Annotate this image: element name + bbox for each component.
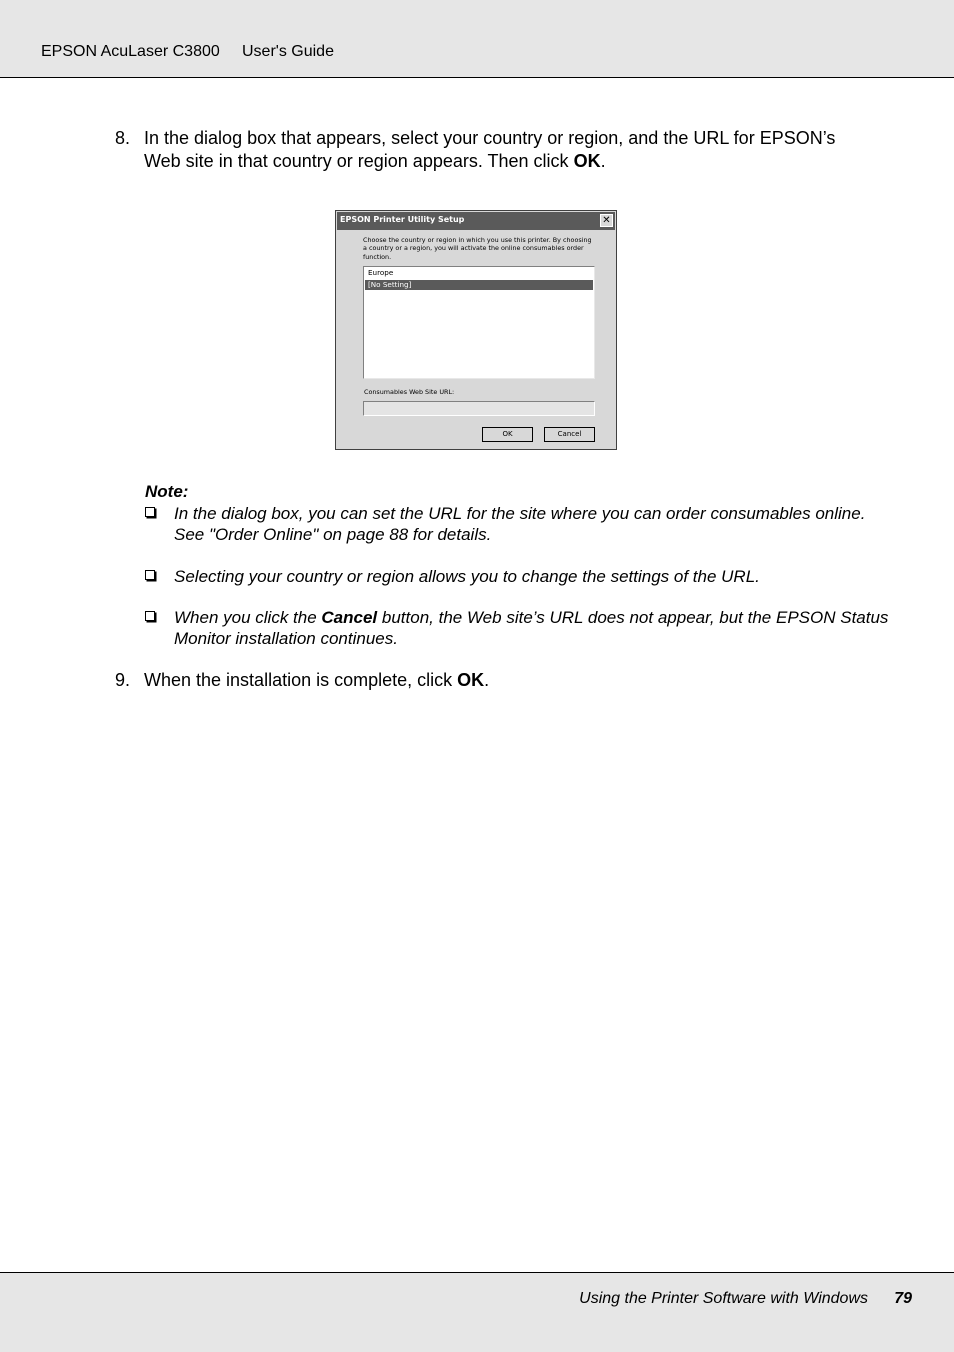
close-icon[interactable]: ✕ <box>600 214 613 227</box>
printer-utility-setup-dialog <box>335 210 617 450</box>
ok-button[interactable]: OK <box>482 427 533 442</box>
step-text <box>144 669 874 692</box>
note-text <box>174 503 894 545</box>
dialog-title: EPSON Printer Utility Setup <box>340 215 465 224</box>
note-text <box>174 607 894 649</box>
step-text <box>144 127 874 173</box>
note-text-main: Selecting your country or region allows you to change the settings of the URL. <box>174 567 760 586</box>
step-text-main: In the dialog box that appears, select your country or region, and the URL for EPSON’s Web site in that country or region appears. Then click <box>144 128 836 171</box>
checkbox-bullet-icon <box>145 507 155 517</box>
dialog-titlebar <box>337 212 615 230</box>
note-cancel-bold: Cancel <box>321 608 378 627</box>
step-ok-bold: OK <box>573 151 601 171</box>
footer-section-title: Using the Printer Software with Windows <box>579 1290 868 1307</box>
step-text-end: . <box>484 670 490 690</box>
step-number: 8. <box>115 128 131 148</box>
dialog-instructions: Choose the country or region in which you use this printer. By choosing a country or a region, you will activate the online consumables order function. <box>363 236 592 261</box>
step-text-end: . <box>600 151 606 171</box>
note-text <box>174 566 894 587</box>
step-ok-bold: OK <box>457 670 485 690</box>
page-header <box>0 0 954 78</box>
header-product: EPSON AcuLaser C3800 <box>41 43 220 60</box>
checkbox-bullet-icon <box>145 570 155 580</box>
checkbox-bullet-icon <box>145 611 155 621</box>
note-text-end: button, the Web site’s URL does not appear, but the EPSON Status Monitor installation continues. <box>174 608 889 648</box>
note-text-main: In the dialog box, you can set the URL for the site where you can order consumables online. See "Order Online" on page 88 for details. <box>174 504 866 544</box>
header-guide: User's Guide <box>242 43 334 60</box>
url-label: Consumables Web Site URL: <box>364 388 455 396</box>
country-region-list[interactable] <box>363 266 595 379</box>
page-number: 79 <box>894 1290 912 1307</box>
note-title: Note: <box>145 482 189 501</box>
page-footer <box>0 1272 954 1352</box>
step-text-main: When the installation is complete, click <box>144 670 458 690</box>
list-item-europe[interactable]: Europe <box>368 268 394 277</box>
note-text-main: When you click the <box>174 608 322 627</box>
list-item-no-setting[interactable]: [No Setting] <box>365 280 593 290</box>
step-number: 9. <box>115 670 131 690</box>
url-field <box>363 401 595 416</box>
cancel-button[interactable]: Cancel <box>544 427 595 442</box>
